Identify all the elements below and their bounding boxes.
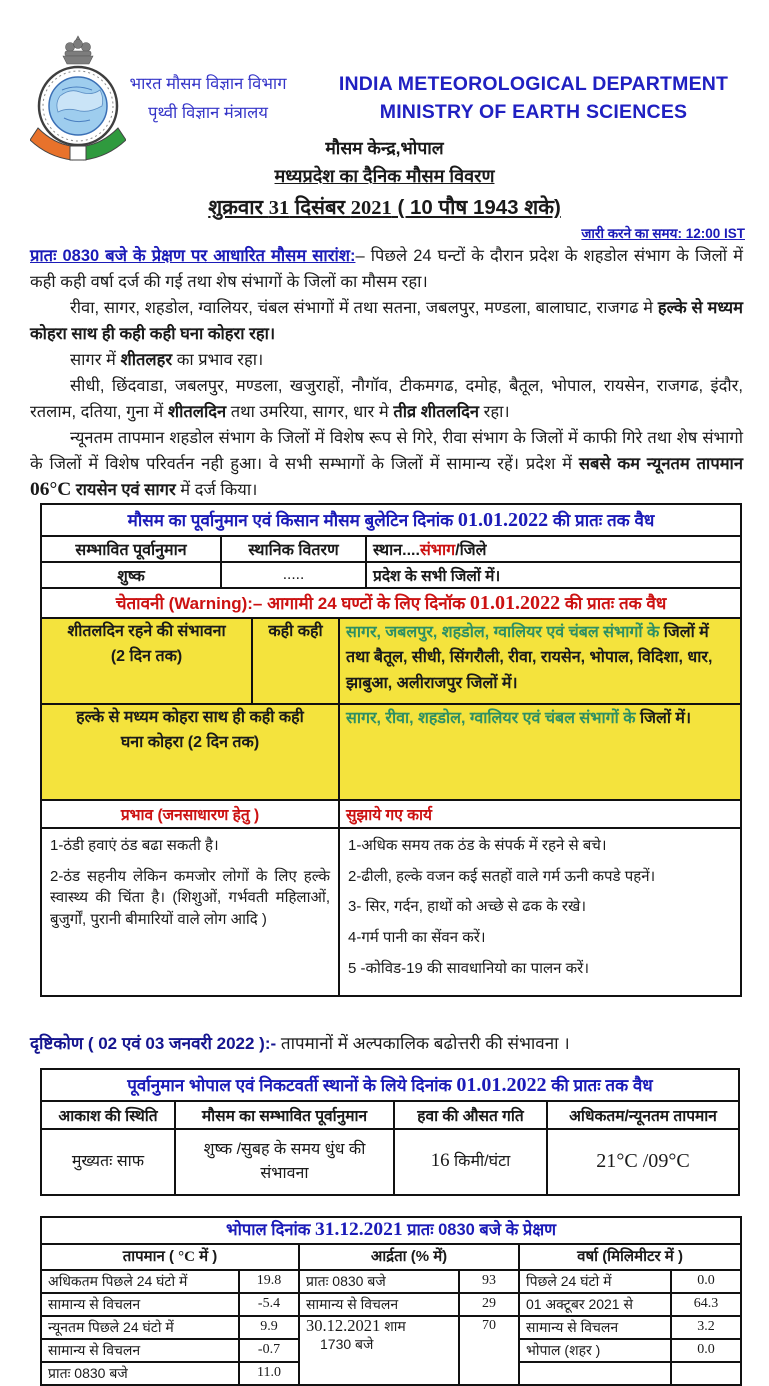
warning-row1-condition-line2: (2 दिन तक) <box>110 647 183 665</box>
humidity-row-value: 93 <box>459 1270 519 1293</box>
humidity-row-label: प्रातः 0830 बजे <box>299 1270 459 1293</box>
fc-wind-header: हवा की औसत गति <box>394 1101 547 1129</box>
rain-row-value: 3.2 <box>671 1316 741 1339</box>
summary-paragraph-5: न्यूनतम तापमान शहडोल संभाग के जिलों में विशेष रूप से गिरे, रीवा संभाग के जिलों में काफी गिरे तथा शेष संभागो के जिलों में विशेष परिवर्तन नही हुआ। वे सभी सम्भागों के जिलों में सामान्य रहें। प्रदेश में सबसे कम न्यूनतम तापमान 06°C रायसेन एवं सागर में दर्ज किया। <box>30 428 743 500</box>
rain-row-label: भोपाल (शहर ) <box>519 1339 671 1362</box>
fc-weather-header: मौसम का सम्भावित पूर्वानुमान <box>175 1101 394 1129</box>
rain-row-label <box>519 1362 671 1385</box>
temp-row-label: सामान्य से विचलन <box>41 1339 239 1362</box>
fc-temp-value: 21°C /09°C <box>547 1129 739 1195</box>
forecast-kisan-bulletin-table <box>40 503 742 589</box>
rain-row-label: पिछले 24 घंटो में <box>519 1270 671 1293</box>
rain-row-value <box>671 1362 741 1385</box>
warning-title: चेतावनी (Warning):– आगामी 24 घण्टों के लिए दिनॉक 01.01.2022 की प्रातः तक वैध <box>41 588 741 618</box>
temp-row-value: 11.0 <box>239 1362 299 1385</box>
rain-row-value: 0.0 <box>671 1339 741 1362</box>
summary-paragraph-3: सागर में शीतलहर का प्रभाव रहा। <box>70 350 264 369</box>
rain-group-header: वर्षा (मिलिमीटर में ) <box>519 1244 741 1270</box>
centre-name: मौसम केन्द्र,भोपाल <box>325 137 444 158</box>
humidity-row-label: सामान्य से विचलन <box>299 1293 459 1316</box>
humidity-group-header: आर्द्रता (% में) <box>299 1244 519 1270</box>
temp-row-label: न्यूनतम पिछले 24 घंटो में <box>41 1316 239 1339</box>
document-header <box>0 0 769 242</box>
temp-row-label: प्रातः 0830 बजे <box>41 1362 239 1385</box>
temp-row-value: 9.9 <box>239 1316 299 1339</box>
org-name-hindi <box>118 70 298 128</box>
kisan-distribution-cell: ..... <box>221 562 366 588</box>
bhopal-forecast-title: पूर्वानुमान भोपाल एवं निकटवर्ती स्थानों के लिये दिनांक 01.01.2022 की प्रातः तक वैध <box>41 1069 739 1101</box>
suggested-actions-list: 1-अधिक समय तक ठंड के संपर्क में रहने से बचे। 2-ढीली, हल्के वजन कई सतहों वाले गर्म ऊनी कपडे पहनें। 3- सिर, गर्दन, हाथों को अच्छे से ढक के रखे। 4-गर्म पानी का सेंवन करें। 5 -कोविड-19 की सावधानियो का पालन करें। <box>339 828 741 996</box>
weather-summary <box>30 243 743 503</box>
rain-row-label: 01 अक्टूबर 2021 से <box>519 1293 671 1316</box>
warning-row2-condition-line1: हल्के से मध्यम कोहरा साथ ही कही कही <box>76 708 304 726</box>
impact-list: 1-ठंडी हवाएं ठंड बढा सकती है। 2-ठंड सहनीय लेकिन कमजोर लोगों के लिए हल्के स्वास्थ्य की चिंता है। (शिशुओं, गर्भवती महिलाओं, बुजुर्गों, पुरानी बीमारियों वाले लोग आदि ) <box>41 828 339 996</box>
impact-header: प्रभाव (जनसाधारण हेतु ) <box>41 800 339 828</box>
temp-row-value: -5.4 <box>239 1293 299 1316</box>
fc-weather-value: शुष्क /सुबह के समय धुंध की संभावना <box>175 1129 394 1195</box>
humidity-evening-value: 70 <box>459 1316 519 1385</box>
kisan-table-title: मौसम का पूर्वानुमान एवं किसान मौसम बुलेटिन दिनांक 01.01.2022 की प्रातः तक वैध <box>41 504 741 536</box>
temp-group-header: तापमान ( °C में ) <box>41 1244 299 1270</box>
rain-row-value: 64.3 <box>671 1293 741 1316</box>
warning-row1-coverage: कही कही <box>252 618 339 704</box>
imd-logo <box>30 34 126 166</box>
rain-row-label: सामान्य से विचलन <box>519 1316 671 1339</box>
temp-row-value: -0.7 <box>239 1339 299 1362</box>
humidity-evening-date: 30.12.2021 शाम <box>306 1315 406 1335</box>
fc-temp-header: अधिकतम/न्यूनतम तापमान <box>547 1101 739 1129</box>
org-english-line2: MINISTRY OF EARTH SCIENCES <box>379 101 688 124</box>
issue-time <box>0 224 745 242</box>
ashoka-capital-icon <box>63 36 93 64</box>
org-hindi-line1: भारत मौसम विज्ञान विभाग <box>129 75 287 93</box>
bulletin-title-text: मध्यप्रदेश का दैनिक मौसम विवरण <box>274 165 495 186</box>
kisan-place-cell: प्रदेश के सभी जिलों में। <box>366 562 741 588</box>
warning-row2-condition <box>41 704 339 800</box>
warning-row2-condition-line2: घना कोहरा (2 दिन तक) <box>120 733 260 751</box>
imd-emblem-graphic <box>30 34 126 166</box>
kisan-forecast-cell: शुष्क <box>41 562 221 588</box>
rain-row-value: 0.0 <box>671 1270 741 1293</box>
fc-sky-value: मुख्यतः साफ <box>41 1129 175 1195</box>
org-hindi-line2: पृथ्वी विज्ञान मंत्रालय <box>148 103 268 122</box>
summary-paragraph-2: रीवा, सागर, शहडोल, ग्वालियर, चंबल संभागों में तथा सतना, जबलपुर, मण्डला, बालाघाट, राजगढ मे हल्के से मध्यम कोहरा साथ ही कही कही घना कोहरा रहा। <box>30 298 743 343</box>
temp-row-value: 19.8 <box>239 1270 299 1293</box>
warning-row1-condition-line1: शीतलदिन रहने की संभावना <box>67 622 226 640</box>
summary-paragraph-4: सीधी, छिंदवाडा, जबलपुर, मण्डला, खजुराहों, नौगॉव, टीकमगढ, दमोह, बैतूल, भोपाल, रायसेन, राजगढ, इंदौर, रतलाम, दतिया, गुना में शीतलदिन तथा उमरिया, सागर, धार मे तीव्र शीतलदिन रहा। <box>30 376 743 421</box>
bulletin-title <box>0 164 769 188</box>
summary-paragraph-1: प्रातः 0830 बजे के प्रेक्षण पर आधारित मौसम सारांश:– पिछले 24 घन्टों के दौरान प्रदेश के शहडोल संभाग के जिलों में कही कही वर्षा दर्ज की गई तथा शेष संभागों के जिलों का मौसम रहा। <box>30 246 743 291</box>
temp-row-label: अधिकतम पिछले 24 घंटो में <box>41 1270 239 1293</box>
issue-time-text: जारी करने का समय: 12:00 IST <box>581 225 745 241</box>
kisan-col2-header: स्थानिक वितरण <box>221 536 366 562</box>
date-line-text: शुक्रवार 31 दिसंबर 2021 ( 10 पौष 1943 शके) <box>208 195 561 219</box>
fc-wind-value: 16 किमी/घंटा <box>394 1129 547 1195</box>
humidity-evening-time: 1730 बजे <box>320 1335 374 1352</box>
observation-title: भोपाल दिनांक 31.12.2021 प्रातः 0830 बजे के प्रेक्षण <box>41 1217 741 1244</box>
suggested-actions-header: सुझाये गए कार्य <box>339 800 741 828</box>
temp-row-label: सामान्य से विचलन <box>41 1293 239 1316</box>
warning-row1-condition <box>41 618 252 704</box>
humidity-evening-label <box>299 1316 459 1385</box>
warning-table <box>40 587 742 997</box>
bhopal-forecast-table <box>40 1068 740 1196</box>
kisan-col3-header: स्थान....संभाग/जिले <box>366 536 741 562</box>
warning-row2-districts: सागर, रीवा, शहडोल, ग्वालियर एवं चंबल संभागों के जिलों में। <box>339 704 741 800</box>
fc-sky-header: आकाश की स्थिति <box>41 1101 175 1129</box>
bhopal-observation-table <box>40 1216 742 1386</box>
org-name-english <box>298 70 769 128</box>
humidity-row-value: 29 <box>459 1293 519 1316</box>
warning-row1-districts: सागर, जबलपुर, शहडोल, ग्वालियर एवं चंबल संभागों के जिलों में तथा बैतूल, सीधी, सिंगरौली, रीवा, रायसेन, भोपाल, विदिशा, धार, झाबुआ, अलीराजपुर जिलों में। <box>339 618 741 704</box>
ribbon-white <box>70 146 86 160</box>
date-line <box>0 193 769 221</box>
outlook-line: दृष्टिकोण ( 02 एवं 03 जनवरी 2022 ):- तापमानों में अल्पकालिक बढोत्तरी की संभावना । <box>30 1033 570 1053</box>
kisan-col1-header: सम्भावित पूर्वानुमान <box>41 536 221 562</box>
org-english-line1: INDIA METEOROLOGICAL DEPARTMENT <box>338 73 729 95</box>
